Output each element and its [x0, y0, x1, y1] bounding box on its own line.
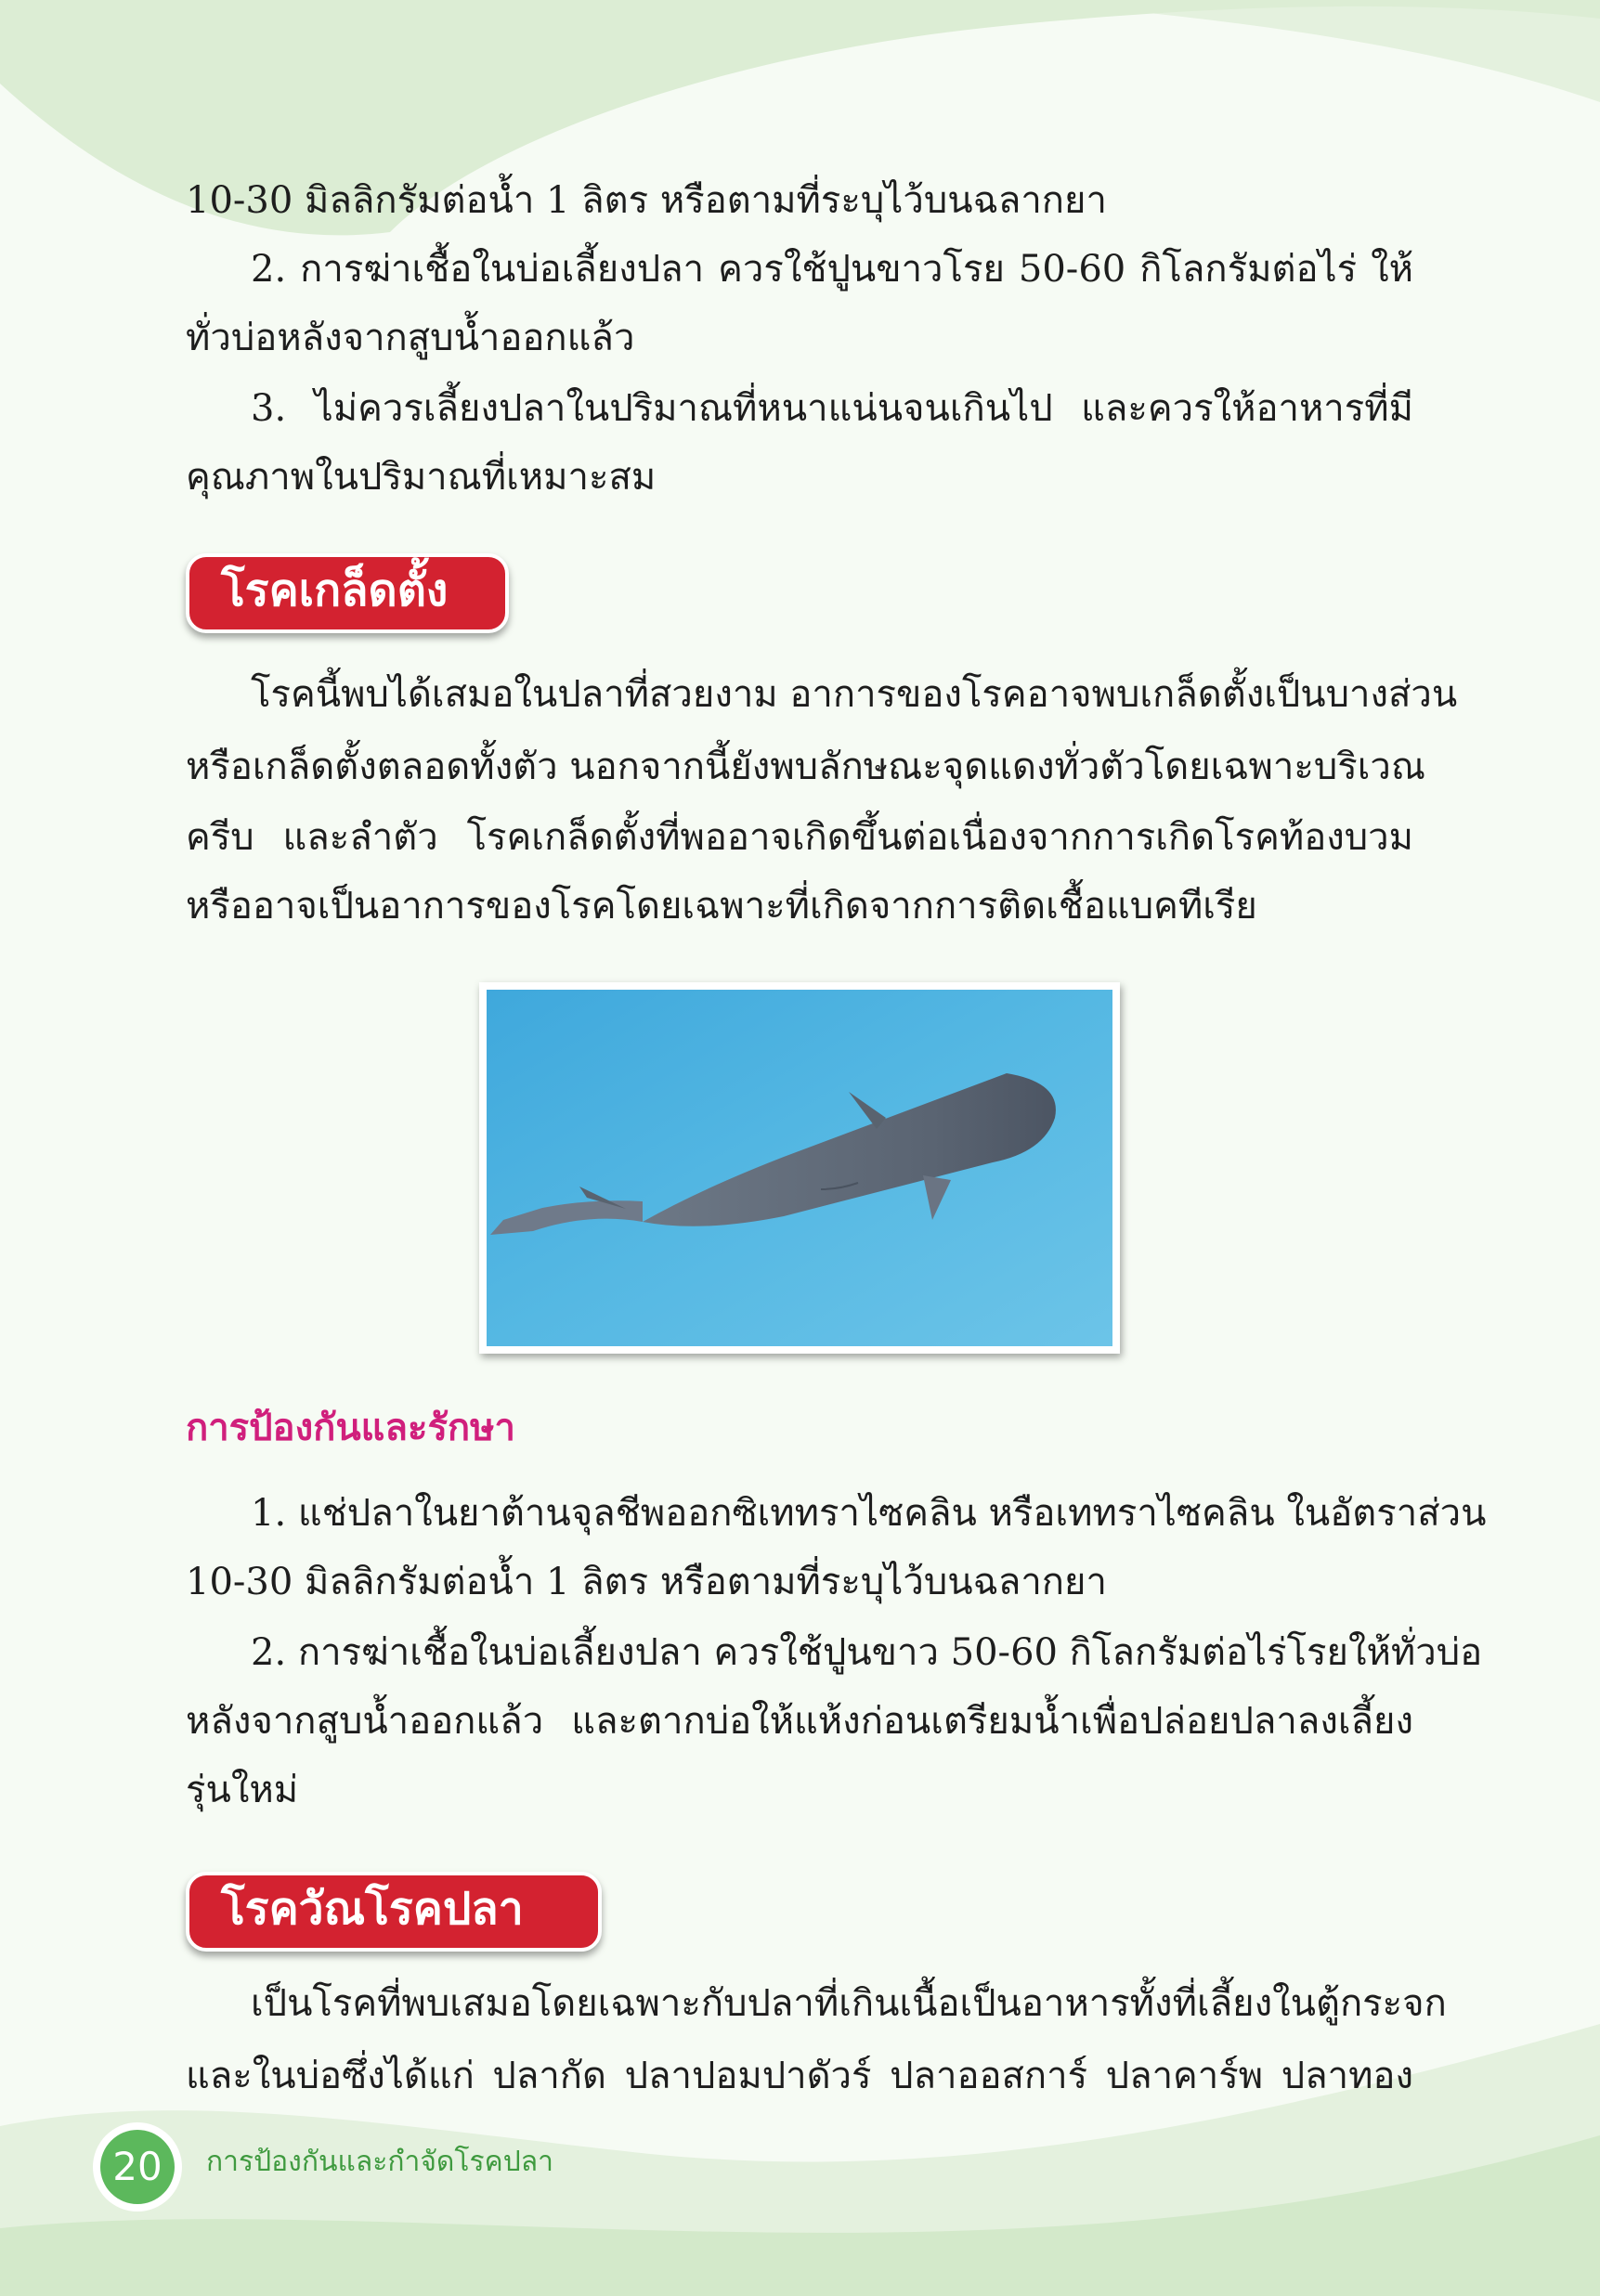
tb-para-line-2: และในบ่อซึ่งได้แก่ ปลากัด ปลาปอมปาดัวร์ ปลาออสการ์ ปลาคาร์พ ปลาทอง: [186, 2055, 1413, 2097]
prevention-subheading: การป้องกันและรักษา: [186, 1407, 515, 1449]
section-heading-fish-tb: โรควัณโรคปลา: [186, 1872, 602, 1952]
page-number-badge: [93, 2122, 182, 2212]
section-heading-scale-disease: โรคเกล็ดตั้ง: [186, 553, 509, 633]
top-para-c-line-1: 3. ไม่ควรเลี้ยงปลาในปริมาณที่หนาแน่นจนเกินไป และควรให้อาหารที่มี: [251, 387, 1413, 430]
scale-para-line-1: โรคนี้พบได้เสมอในปลาที่สวยงาม อาการของโรคอาจพบเกล็ดตั้งเป็นบางส่วน: [251, 673, 1458, 716]
prevention-item2-line-3: รุ่นใหม่: [186, 1769, 299, 1811]
fish-photo: [479, 982, 1120, 1354]
prevention-item2-line-1: 2. การฆ่าเชื้อในบ่อเลี้ยงปลา ควรใช้ปูนขาว 50-60 กิโลกรัมต่อไร่โรยให้ทั่วบ่อ: [251, 1631, 1483, 1674]
top-para-c-line-2: คุณภาพในปริมาณที่เหมาะสม: [186, 456, 657, 499]
scale-para-line-4: หรืออาจเป็นอาการของโรคโดยเฉพาะที่เกิดจากการติดเชื้อแบคทีเรีย: [186, 885, 1257, 927]
prevention-item2-line-2: หลังจากสูบน้ำออกแล้ว และตากบ่อให้แห้งก่อนเตรียมน้ำเพื่อปล่อยปลาลงเลี้ยง: [186, 1700, 1413, 1743]
page-number: 20: [100, 2130, 175, 2204]
top-para-b-line-2: ทั่วบ่อหลังจากสูบน้ำออกแล้ว: [186, 317, 635, 359]
scale-para-line-2: หรือเกล็ดตั้งตลอดทั้งตัว นอกจากนี้ยังพบลักษณะจุดแดงทั่วตัวโดยเฉพาะบริเวณ: [186, 746, 1425, 788]
prevention-item1-line-1: 1. แช่ปลาในยาต้านจุลชีพออกซิเททราไซคลิน หรือเททราไซคลิน ในอัตราส่วน: [251, 1492, 1487, 1535]
top-para-b-line-1: 2. การฆ่าเชื้อในบ่อเลี้ยงปลา ควรใช้ปูนขาวโรย 50-60 กิโลกรัมต่อไร่ ให้: [251, 248, 1413, 291]
footer-title: การป้องกันและกำจัดโรคปลา: [206, 2146, 553, 2178]
prevention-item1-line-2: 10-30 มิลลิกรัมต่อน้ำ 1 ลิตร หรือตามที่ระบุไว้บนฉลากยา: [186, 1561, 1107, 1603]
scale-para-line-3: ครีบ และลำตัว โรคเกล็ดตั้งที่พออาจเกิดขึ้นต่อเนื่องจากการเกิดโรคท้องบวม: [186, 816, 1413, 859]
tb-para-line-1: เป็นโรคที่พบเสมอโดยเฉพาะกับปลาที่เกินเนื้อเป็นอาหารทั้งที่เลี้ยงในตู้กระจก: [251, 1982, 1447, 2025]
top-para-a-line-1: 10-30 มิลลิกรัมต่อน้ำ 1 ลิตร หรือตามที่ระบุไว้บนฉลากยา: [186, 179, 1107, 222]
